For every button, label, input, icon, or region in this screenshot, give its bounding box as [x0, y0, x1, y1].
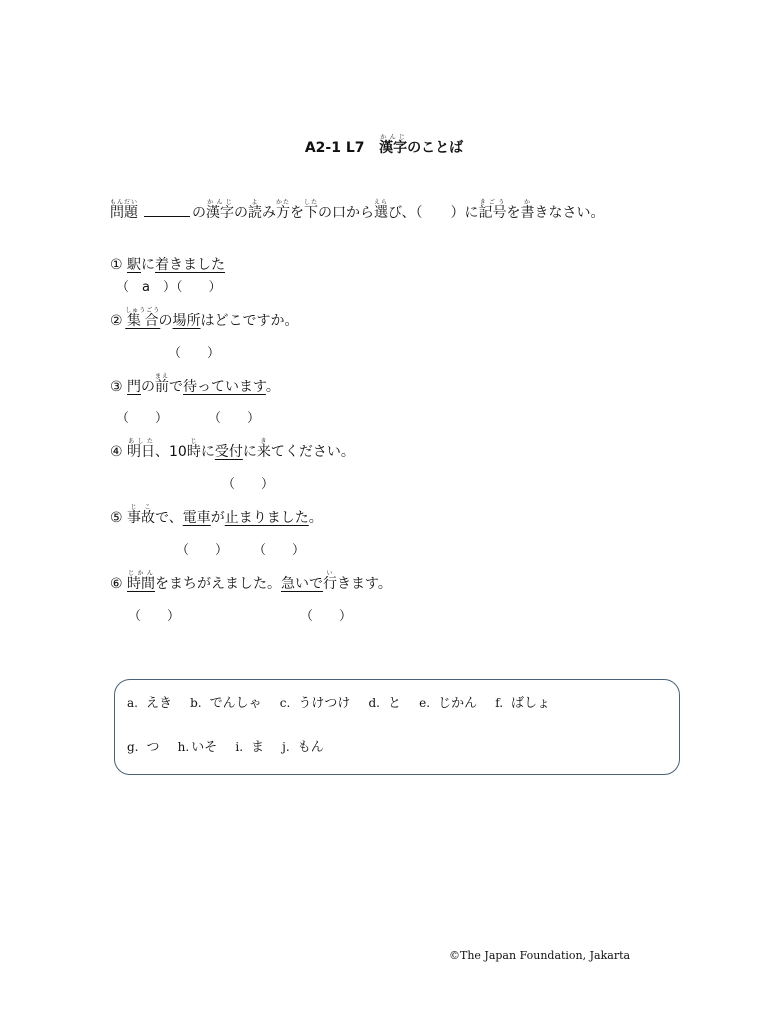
options-row-2 [127, 736, 338, 755]
answer-5a[interactable]: （ ） [176, 543, 229, 558]
option-f: f. ばしょ [495, 696, 551, 711]
instruction-blank [144, 204, 190, 217]
question-6: ⑥ 時間じかんをまちがえました。急いで行いきます。 [110, 570, 392, 592]
copyright-footer: ©The Japan Foundation, Jakarta [449, 949, 631, 962]
instruction: 問題もんだいの漢字かんじの読よみ方かたを下したの口から選えらび、（ ）に記号きごうを書かきなさい。 [110, 199, 605, 221]
option-a: a. えき [127, 696, 172, 711]
option-h: h. いそ [177, 740, 218, 755]
option-e: e. じかん [419, 696, 478, 711]
options-box [114, 679, 680, 775]
option-g: g. つ [127, 740, 160, 755]
options-row-1 [127, 692, 564, 711]
option-c: c. うけつけ [279, 696, 351, 711]
title-kanji: 漢字かんじ [379, 134, 408, 156]
question-2: ② 集合しゅうごうの場所はどこですか。 [110, 307, 299, 329]
title-rest: のことば [407, 140, 464, 156]
answer-6b[interactable]: （ ） [300, 609, 353, 624]
option-i: i. ま [235, 740, 265, 755]
answer-2[interactable]: （ ） [168, 346, 221, 361]
answer-3b[interactable]: （ ） [208, 411, 261, 426]
option-b: b. でんしゃ [190, 696, 262, 711]
lesson-code: A2-1 L7 [304, 140, 365, 156]
page-title [0, 134, 768, 157]
answer-4[interactable]: （ ） [222, 477, 275, 492]
option-j: j. もん [282, 740, 324, 755]
answer-3a[interactable]: （ ） [116, 411, 169, 426]
question-5: ⑤ 事故じこで、電車が止まりました。 [110, 504, 323, 526]
answer-6a[interactable]: （ ） [128, 609, 181, 624]
question-1: ① 駅に着きました [110, 257, 226, 273]
question-3: ③ 門の前まえで待っています。 [110, 373, 280, 395]
answer-1[interactable]: （ a ）（ ） [116, 280, 222, 295]
option-d: d. と [368, 696, 401, 711]
answer-5b[interactable]: （ ） [253, 543, 306, 558]
question-4: ④ 明日あした、10時じに受付に来きてください。 [110, 438, 355, 460]
